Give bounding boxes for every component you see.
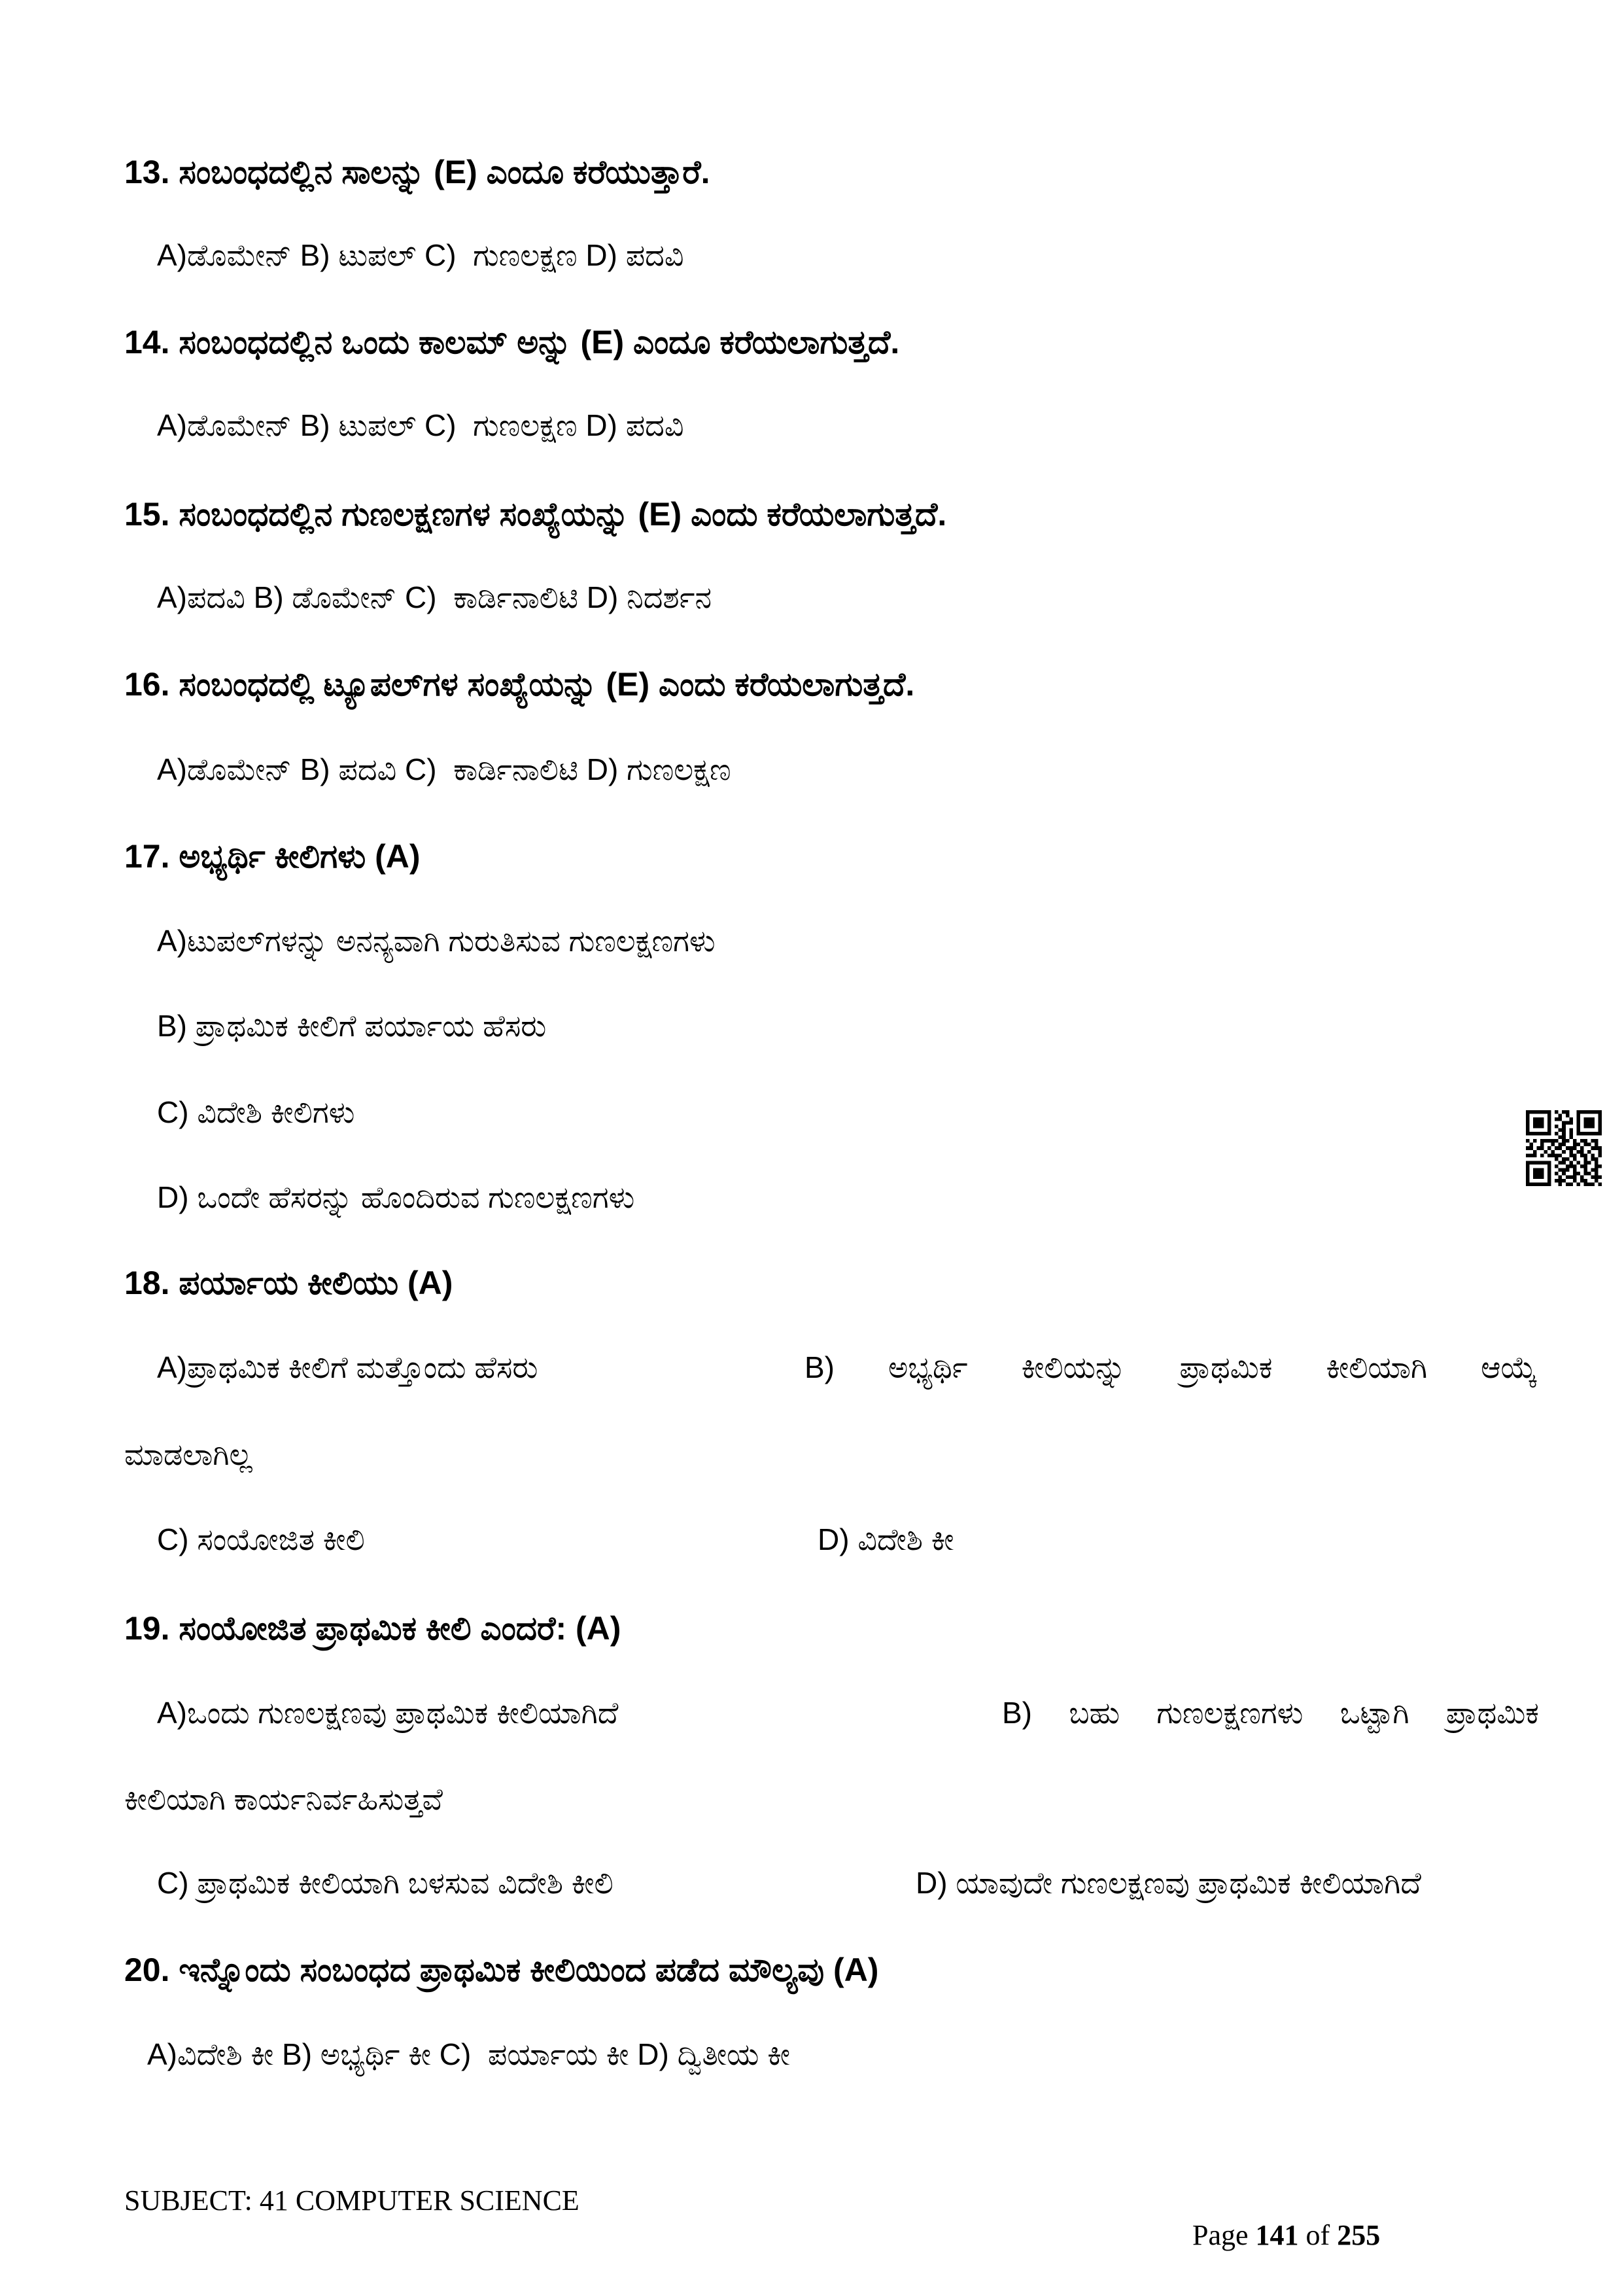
footer-page-indicator <box>1164 2184 1380 2287</box>
question-17-option-a: A)ಟುಪಲ್‌ಗಳನ್ನು ಅನನ್ಯವಾಗಿ ಗುರುತಿಸುವ ಗುಣಲಕ್ಷಣಗಳು <box>157 924 716 958</box>
footer-subject: SUBJECT: 41 COMPUTER SCIENCE <box>124 2184 579 2216</box>
question-19-option-c: C) ಪ್ರಾಥಮಿಕ ಕೀಲಿಯಾಗಿ ಬಳಸುವ ವಿದೇಶಿ ಕೀಲಿ <box>157 1866 613 1900</box>
qr-code-svg <box>1526 1110 1602 1186</box>
question-18-option-b: B) ಅಭ್ಯರ್ಥಿ ಕೀಲಿಯನ್ನು ಪ್ರಾಥಮಿಕ ಕೀಲಿಯಾಗಿ ಆಯ್ಕೆ <box>804 1350 1537 1384</box>
question-14-heading: 14. ಸಂಬಂಧದಲ್ಲಿನ ಒಂದು ಕಾಲಮ್ ಅನ್ನು (E) ಎಂದೂ ಕರೆಯಲಾಗುತ್ತದೆ. <box>124 324 900 360</box>
question-17-option-c: C) ವಿದೇಶಿ ಕೀಲಿಗಳು <box>157 1095 355 1129</box>
footer-page-number: 141 <box>1255 2218 1299 2251</box>
footer-of-word: of <box>1298 2218 1338 2251</box>
question-18-option-a: A)ಪ್ರಾಥಮಿಕ ಕೀಲಿಗೆ ಮತ್ತೊಂದು ಹೆಸರು <box>157 1350 538 1384</box>
question-14-options: A)ಡೊಮೇನ್ B) ಟುಪಲ್ C) ಗುಣಲಕ್ಷಣ D) ಪದವಿ <box>157 408 684 442</box>
question-18-option-c: C) ಸಂಯೋಜಿತ ಕೀಲಿ <box>157 1522 365 1556</box>
question-20-heading: 20. ಇನ್ನೊಂದು ಸಂಬಂಧದ ಪ್ರಾಥಮಿಕ ಕೀಲಿಯಿಂದ ಪಡೆದ ಮೌಲ್ಯವು (A) <box>124 1952 879 1988</box>
question-18-option-b-continuation: ಮಾಡಲಾಗಿಲ್ಲ <box>124 1437 252 1471</box>
question-15-options: A)ಪದವಿ B) ಡೊಮೇನ್ C) ಕಾರ್ಡಿನಾಲಿಟಿ D) ನಿದರ್ಶನ <box>157 580 712 614</box>
question-19-heading: 19. ಸಂಯೋಜಿತ ಪ್ರಾಥಮಿಕ ಕೀಲಿ ಎಂದರೆ: (A) <box>124 1610 621 1647</box>
question-20-options: A)ವಿದೇಶಿ ಕೀ B) ಅಭ್ಯರ್ಥಿ ಕೀ C) ಪರ್ಯಾಯ ಕೀ D) ದ್ವಿತೀಯ ಕೀ <box>147 2037 790 2071</box>
question-19-option-d: D) ಯಾವುದೇ ಗುಣಲಕ್ಷಣವು ಪ್ರಾಥಮಿಕ ಕೀಲಿಯಾಗಿದೆ <box>916 1866 1421 1900</box>
question-16-options: A)ಡೊಮೇನ್ B) ಪದವಿ C) ಕಾರ್ಡಿನಾಲಿಟಿ D) ಗುಣಲಕ್ಷಣ <box>157 752 731 786</box>
question-19-option-a: A)ಒಂದು ಗುಣಲಕ್ಷಣವು ಪ್ರಾಥಮಿಕ ಕೀಲಿಯಾಗಿದೆ <box>157 1696 619 1730</box>
qr-code <box>1526 1110 1602 1186</box>
footer-total-pages: 255 <box>1337 2218 1381 2251</box>
question-18-option-d: D) ವಿದೇಶಿ ಕೀ <box>818 1522 954 1556</box>
question-13-options: A)ಡೊಮೇನ್ B) ಟುಪಲ್ C) ಗುಣಲಕ್ಷಣ D) ಪದವಿ <box>157 238 684 272</box>
question-19-option-b-continuation: ಕೀಲಿಯಾಗಿ ಕಾರ್ಯನಿರ್ವಹಿಸುತ್ತವೆ <box>124 1782 443 1816</box>
question-13-heading: 13. ಸಂಬಂಧದಲ್ಲಿನ ಸಾಲನ್ನು (E) ಎಂದೂ ಕರೆಯುತ್ತಾರೆ. <box>124 154 710 190</box>
question-15-heading: 15. ಸಂಬಂಧದಲ್ಲಿನ ಗುಣಲಕ್ಷಣಗಳ ಸಂಖ್ಯೆಯನ್ನು (E) ಎಂದು ಕರೆಯಲಾಗುತ್ತದೆ. <box>124 496 947 533</box>
footer-page-word: Page <box>1192 2218 1256 2251</box>
question-17-heading: 17. ಅಭ್ಯರ್ಥಿ ಕೀಲಿಗಳು (A) <box>124 838 421 875</box>
question-19-option-b: B) ಬಹು ಗುಣಲಕ್ಷಣಗಳು ಒಟ್ಟಾಗಿ ಪ್ರಾಥಮಿಕ <box>1002 1696 1539 1730</box>
question-17-option-b: B) ಪ್ರಾಥಮಿಕ ಕೀಲಿಗೆ ಪರ್ಯಾಯ ಹೆಸರು <box>157 1009 547 1043</box>
question-18-heading: 18. ಪರ್ಯಾಯ ಕೀಲಿಯು (A) <box>124 1265 453 1301</box>
question-16-heading: 16. ಸಂಬಂಧದಲ್ಲಿ ಟ್ಯೂಪಲ್‌ಗಳ ಸಂಖ್ಯೆಯನ್ನು (E) ಎಂದು ಕರೆಯಲಾಗುತ್ತದೆ. <box>124 666 915 703</box>
question-17-option-d: D) ಒಂದೇ ಹೆಸರನ್ನು ಹೊಂದಿರುವ ಗುಣಲಕ್ಷಣಗಳು <box>157 1180 635 1214</box>
